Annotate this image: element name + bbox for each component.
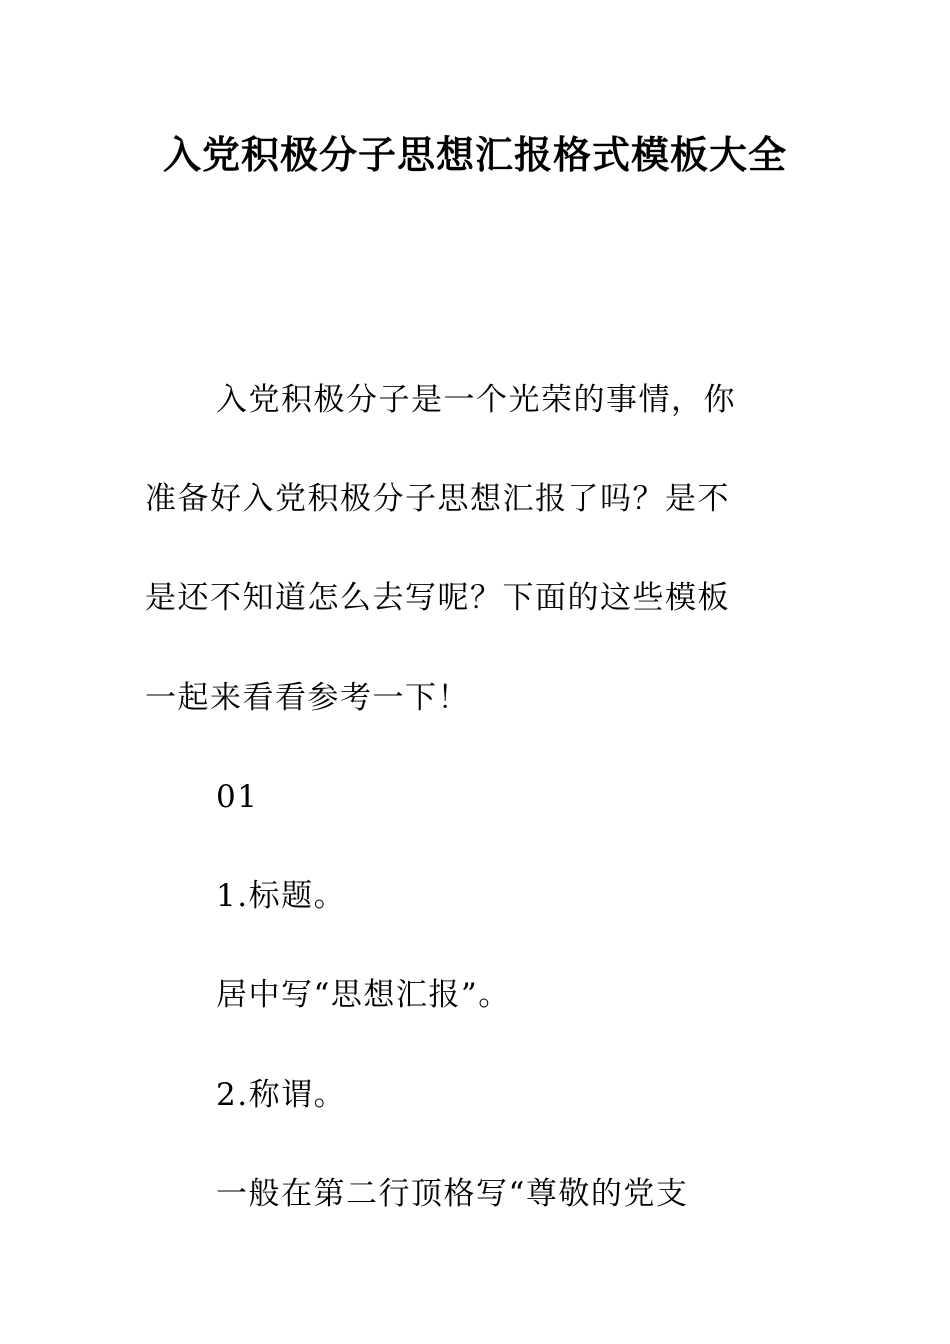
item1-heading: 1.标题。: [216, 878, 347, 914]
item2-heading: 2.称谓。: [216, 1077, 347, 1113]
intro-line-4: 一起来看看参考一下！: [145, 680, 470, 716]
item1-text: 居中写“思想汇报”。: [216, 977, 511, 1013]
item2-text: 一般在第二行顶格写“尊敬的党支: [216, 1176, 689, 1212]
intro-line-3: 是还不知道怎么去写呢？下面的这些模板: [145, 580, 730, 616]
intro-line-2: 准备好入党积极分子思想汇报了吗？是不: [145, 481, 730, 517]
intro-line-1: 入党积极分子是一个光荣的事情，你: [216, 382, 736, 418]
section-number: 01: [216, 779, 259, 815]
document-title: 入党积极分子思想汇报格式模板大全: [162, 132, 787, 177]
